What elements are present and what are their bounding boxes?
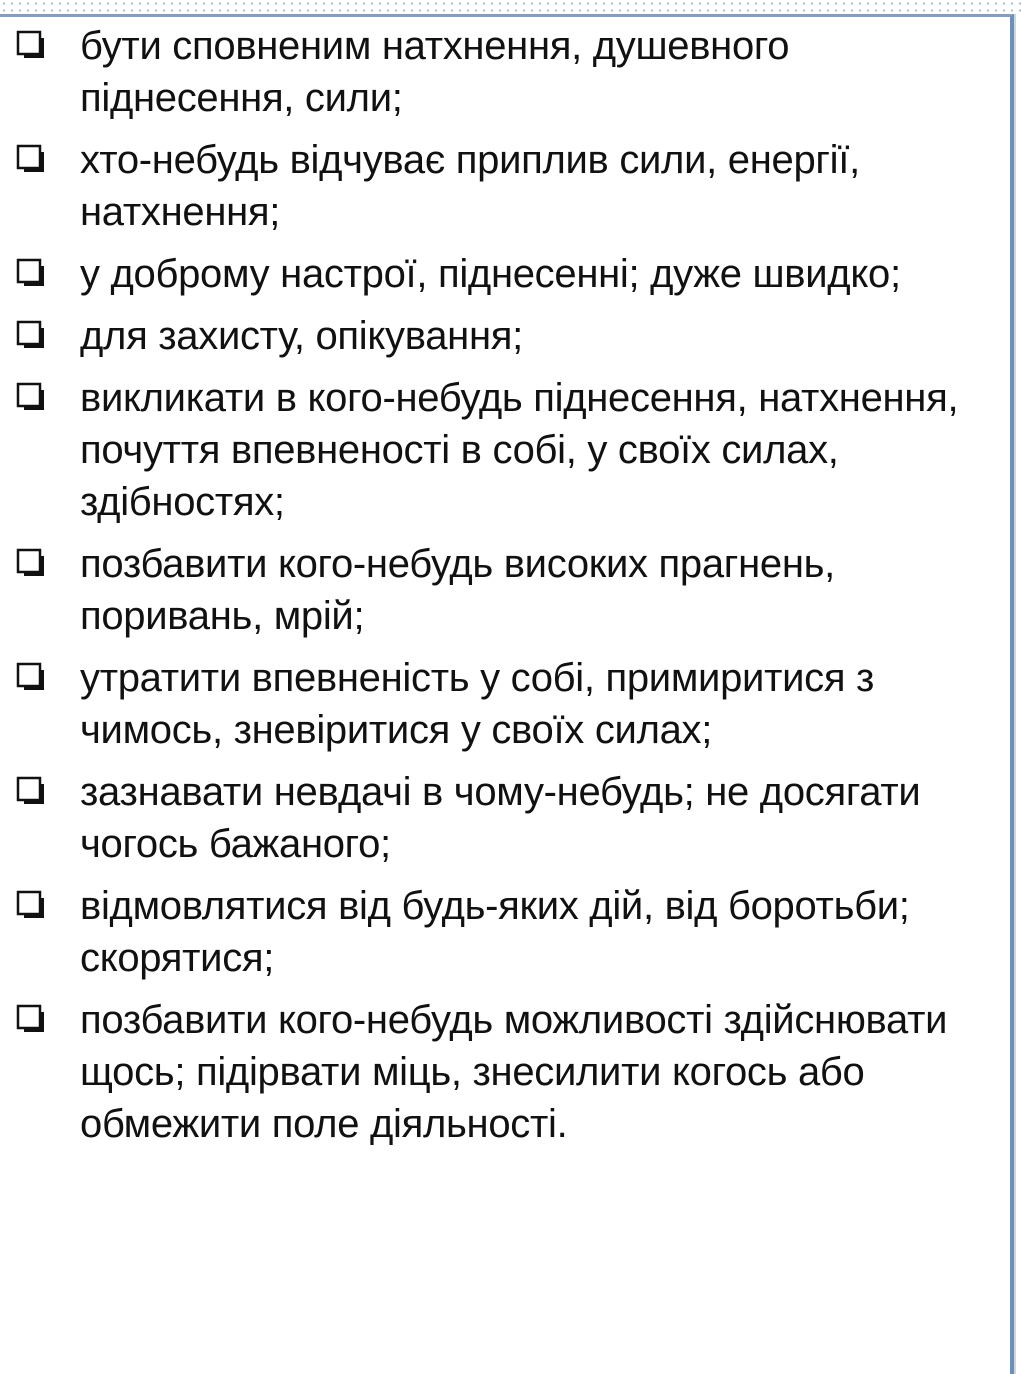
dotted-decoration: [0, 0, 1021, 14]
checkbox-square-icon: [16, 776, 46, 806]
list-item-text: зазнавати невдачі в чому-небудь; не досягати чогось бажаного;: [80, 770, 921, 866]
list-item-text: відмовлятися від будь-яких дій, від боротьби; скорятися;: [80, 884, 910, 980]
list-item: [14, 538, 1004, 642]
list-item: [14, 372, 1004, 528]
list-item-text: позбавити кого-небудь можливості здійснювати щось; підірвати міць, знесилити когось або обмежити поле діяльності.: [80, 998, 948, 1146]
checkbox-square-icon: [16, 890, 46, 920]
checkbox-square-icon: [16, 382, 46, 412]
list-item: [14, 134, 1004, 238]
list-item-text: хто-небудь відчуває приплив сили, енергії, натхнення;: [80, 138, 860, 234]
list-item: [14, 994, 1004, 1150]
checkbox-square-icon: [16, 30, 46, 60]
checkbox-square-icon: [16, 258, 46, 288]
definition-list: [14, 20, 1004, 1160]
checkbox-square-icon: [16, 662, 46, 692]
list-item: [14, 766, 1004, 870]
checkbox-square-icon: [16, 1004, 46, 1034]
list-item: [14, 310, 1004, 362]
list-item-text: у доброму настрої, піднесенні; дуже швидко;: [80, 252, 901, 296]
list-item-text: позбавити кого-небудь високих прагнень, поривань, мрій;: [80, 542, 835, 638]
list-item-text: бути сповненим натхнення, душевного піднесення, сили;: [80, 24, 790, 120]
checkbox-square-icon: [16, 548, 46, 578]
list-item: [14, 880, 1004, 984]
list-item: [14, 652, 1004, 756]
checkbox-square-icon: [16, 320, 46, 350]
list-item: [14, 20, 1004, 124]
checkbox-square-icon: [16, 144, 46, 174]
list-item: [14, 248, 1004, 300]
list-item-text: для захисту, опікування;: [80, 314, 523, 358]
list-item-text: викликати в кого-небудь піднесення, натхнення, почуття впевненості в собі, у своїх силах, здібностях;: [80, 376, 959, 524]
list-item-text: утратити впевненість у собі, примиритися з чимось, зневіритися у своїх силах;: [80, 656, 875, 752]
